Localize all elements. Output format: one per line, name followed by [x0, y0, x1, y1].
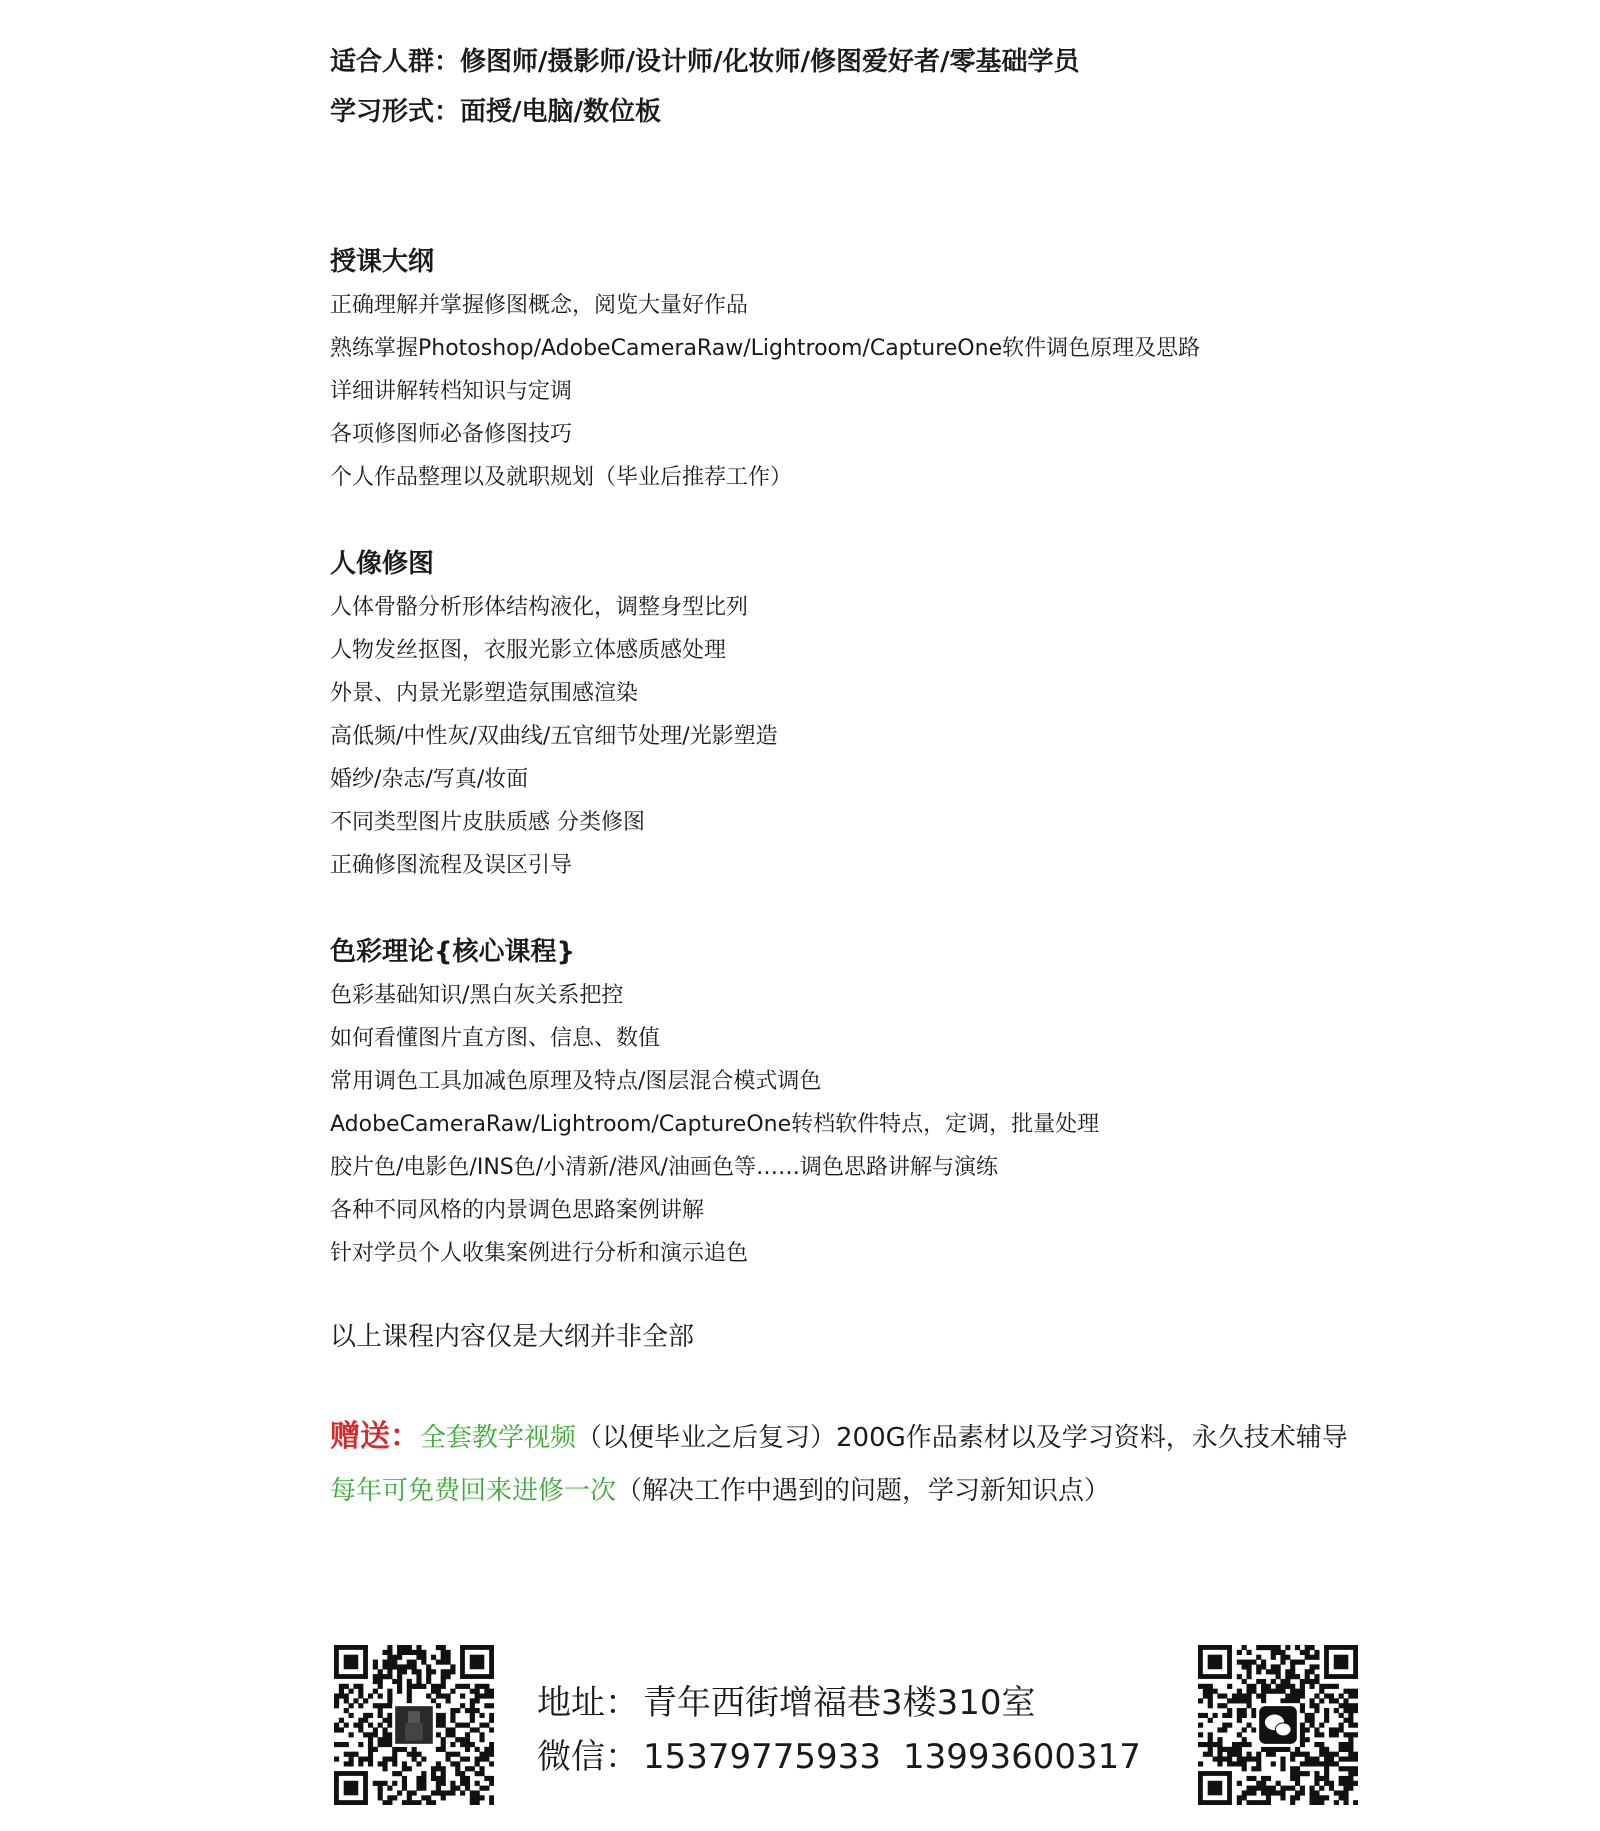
section-color-theory: [330, 930, 1099, 1275]
address-value: 青年西街增福巷3楼310室: [643, 1683, 1036, 1723]
qr-code-icon: [334, 1645, 494, 1805]
list-item: 外景、内景光影塑造氛围感渲染: [330, 681, 639, 706]
format-line: 学习形式：面授/电脑/数位板: [330, 97, 661, 127]
list-item: 针对学员个人收集案例进行分析和演示追色: [330, 1241, 749, 1266]
gift-highlight: 全套教学视频: [420, 1423, 577, 1453]
section-portrait: [330, 542, 778, 887]
list-item: 正确理解并掌握修图概念，阅览大量好作品: [330, 293, 749, 318]
address-line: [537, 1676, 1036, 1730]
section-title: 授课大纲: [330, 247, 435, 277]
list-item: 人体骨骼分析形体结构液化，调整身型比列: [330, 595, 749, 620]
list-item: 如何看懂图片直方图、信息、数值: [330, 1026, 661, 1051]
section-outline: [330, 240, 1200, 499]
intro-block: [330, 37, 1079, 137]
gift-line-1: [330, 1410, 1348, 1464]
wechat-line: [537, 1730, 1141, 1784]
list-item: AdobeCameraRaw/Lightroom/CaptureOne转档软件特点，定调，批量处理: [330, 1112, 1100, 1137]
gift-detail: （以便毕业之后复习）200G作品素材以及学习资料，永久技术辅导: [576, 1423, 1348, 1453]
list-item: 高低频/中性灰/双曲线/五官细节处理/光影塑造: [330, 724, 778, 749]
list-item: 各种不同风格的内景调色思路案例讲解: [330, 1198, 705, 1223]
list-item: 胶片色/电影色/INS色/小清新/港风/油画色等……调色思路讲解与演练: [330, 1155, 998, 1180]
list-item: 个人作品整理以及就职规划（毕业后推荐工作）: [330, 465, 793, 490]
phone-2: 13993600317: [902, 1737, 1141, 1777]
list-item: 不同类型图片皮肤质感 分类修图: [330, 810, 645, 835]
qr-code-wechat-icon: [1198, 1645, 1358, 1805]
list-item: 色彩基础知识/黑白灰关系把控: [330, 983, 624, 1008]
section-title: 色彩理论{核心课程}: [330, 937, 576, 967]
phone-1: 15379775933: [643, 1737, 881, 1777]
wechat-label: 微信：: [537, 1737, 639, 1777]
list-item: 常用调色工具加减色原理及特点/图层混合模式调色: [330, 1069, 822, 1094]
gift-label: 赠送：: [330, 1419, 420, 1454]
list-item: 各项修图师必备修图技巧: [330, 422, 573, 447]
gift-highlight: 每年可免费回来进修一次: [330, 1476, 617, 1506]
audience-line: 适合人群：修图师/摄影师/设计师/化妆师/修图爱好者/零基础学员: [330, 47, 1080, 77]
address-label: 地址：: [537, 1683, 639, 1723]
list-item: 正确修图流程及误区引导: [330, 853, 573, 878]
disclaimer: 以上课程内容仅是大纲并非全部: [330, 1322, 695, 1352]
list-item: 人物发丝抠图，衣服光影立体感质感处理: [330, 638, 727, 663]
gift-detail: （解决工作中遇到的问题，学习新知识点）: [616, 1476, 1111, 1506]
list-item: 婚纱/杂志/写真/妆面: [330, 767, 529, 792]
gift-line-2: [330, 1464, 1110, 1518]
list-item: 熟练掌握Photoshop/AdobeCameraRaw/Lightroom/CaptureOne软件调色原理及思路: [330, 336, 1201, 361]
list-item: 详细讲解转档知识与定调: [330, 379, 573, 404]
section-title: 人像修图: [330, 549, 435, 579]
